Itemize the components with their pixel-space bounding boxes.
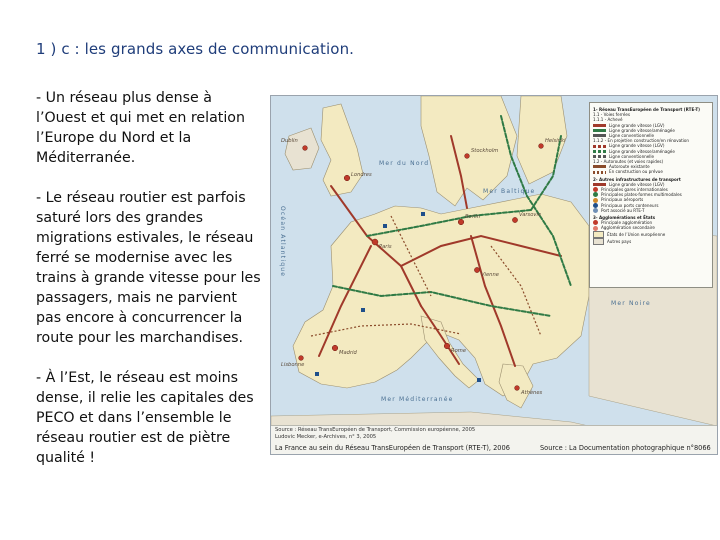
- legend-row: [593, 238, 709, 245]
- city-label: Lisbonne: [281, 362, 305, 368]
- legend-swatch: [593, 208, 598, 213]
- city-label: Stockholm: [471, 148, 499, 154]
- legend-label: Ligne grande vitesse (LGV): [609, 181, 665, 187]
- legend-label: Principale agglomération: [601, 220, 653, 226]
- legend-row: [593, 169, 709, 174]
- map-caption-bottom: [275, 444, 715, 452]
- sea-label-baltic: Mer Baltique: [483, 188, 536, 195]
- legend-row: [593, 231, 709, 238]
- paragraph-east-network: - À l’Est, le réseau est moins dense, il relie les capitales des PECO et dans l’ensemble le réseau routier est de piètre qualité !: [36, 370, 254, 466]
- sea-label-atlantic: Océan Atlantique: [279, 206, 286, 278]
- legend-label: Port associé au RTE-T: [601, 207, 645, 213]
- legend-section: 3- Agglomérations et États: [593, 215, 656, 221]
- legend-swatch: [593, 134, 606, 137]
- legend-label: Autoroute existante: [609, 164, 650, 170]
- sea-label-north: Mer du Nord: [379, 160, 430, 167]
- paragraph-road-rail: - Le réseau routier est parfois saturé lors des grandes migrations estivales, le réseau ferré se modernise avec les trains à grande vitesse pour les passagers, mais ne parvient pas encore à concurrencer la route pour les marchandises.: [36, 190, 261, 346]
- city-label: Dublin: [281, 138, 298, 144]
- legend-swatch: [593, 124, 606, 127]
- source-line: Source : Réseau TransEuropéen de Transport, Commission européenne, 2005: [275, 427, 476, 433]
- legend-swatch: [593, 183, 606, 186]
- city-label: Berlin: [465, 214, 481, 220]
- legend-swatch: [593, 150, 606, 153]
- legend-label: États de l’Union européenne: [607, 231, 666, 237]
- map-source-notes: [275, 427, 495, 440]
- city-label: Rome: [451, 348, 467, 354]
- legend-label: Agglomération secondaire: [601, 225, 655, 231]
- legend-section: 2- Autres infrastructures de transport: [593, 176, 681, 182]
- legend-title: 1- Réseau TransEuropéen de Transport (RTE-T): [593, 107, 700, 112]
- legend-swatch: [593, 171, 606, 174]
- legend-swatch: [593, 129, 606, 132]
- legend-swatch: [593, 231, 604, 238]
- legend-swatch: [593, 145, 606, 148]
- map-caption-source: Source : La Documentation photographique n°8066: [540, 444, 711, 452]
- map-legend: [589, 102, 713, 288]
- legend-label: Ligne grande vitesse/aménagée: [609, 127, 675, 133]
- slide-title: 1 ) c : les grands axes de communication.: [36, 40, 355, 58]
- legend-swatch: [593, 198, 598, 203]
- legend-label: Principaux ports conteneurs: [601, 202, 659, 208]
- legend-label: Principaux aéroports: [601, 197, 644, 203]
- legend-label: Autres pays: [607, 238, 632, 244]
- city-label: Helsinki: [545, 138, 566, 144]
- city-label: Varsovie: [519, 212, 542, 218]
- legend-swatch: [593, 165, 606, 168]
- europe-transport-map: [270, 95, 718, 455]
- legend-subsection: 1.1.2 - En projet/en construction/en rénovation: [593, 138, 689, 144]
- legend-section: 1.2 - Autoroutes (et voies rapides): [593, 159, 664, 165]
- city-label: Londres: [351, 172, 372, 178]
- legend-label: Principales plates-formes multimodales: [601, 192, 682, 198]
- legend-row: [593, 208, 709, 213]
- city-label: Athènes: [521, 390, 543, 396]
- legend-subsection: 1.1.1 - Achevé: [593, 117, 623, 123]
- legend-label: Ligne conventionnelle: [609, 153, 655, 159]
- sea-label-mediterranean: Mer Méditerranée: [381, 396, 454, 403]
- legend-swatch: [593, 238, 604, 245]
- map-caption-title: La France au sein du Réseau TransEuropéen de Transport (RTE-T), 2006: [275, 444, 510, 452]
- slide-body: [36, 88, 262, 488]
- map-caption: [271, 425, 717, 454]
- legend-label: Ligne grande vitesse (LGV): [609, 122, 665, 128]
- legend-label: En construction ou prévue: [609, 169, 663, 175]
- legend-label: Ligne grande vitesse/aménagée: [609, 148, 675, 154]
- city-label: Vienne: [481, 272, 499, 278]
- city-label: Paris: [379, 244, 392, 250]
- city-label: Madrid: [339, 350, 357, 356]
- paragraph-west-network: - Un réseau plus dense à l’Ouest et qui met en relation l’Europe du Nord et la Méditerranée.: [36, 90, 245, 166]
- legend-label: Principales gares internationales: [601, 187, 668, 193]
- sea-label-black: Mer Noire: [611, 300, 651, 307]
- legend-swatch: [593, 155, 606, 158]
- legend-label: Ligne conventionnelle: [609, 133, 655, 139]
- source-line: Ludovic Mecker, e-Archives, n° 3, 2005: [275, 433, 377, 440]
- legend-section: 1.1 - Voies ferrées: [593, 112, 631, 118]
- legend-label: Ligne grande vitesse (LGV): [609, 143, 665, 149]
